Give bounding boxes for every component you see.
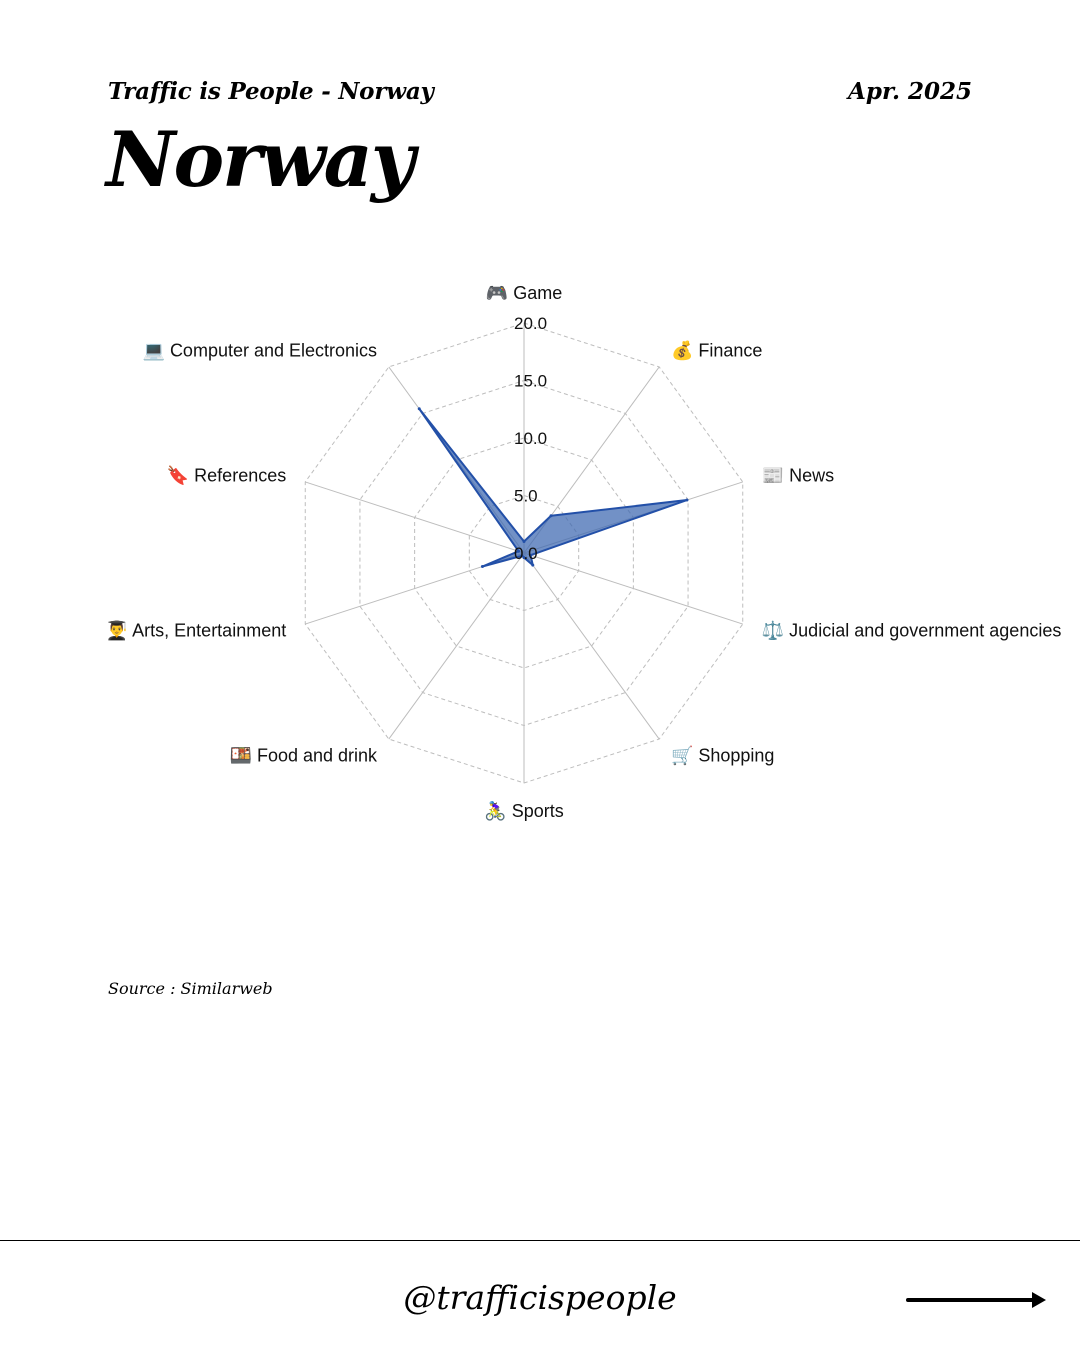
category-label-text: Game (513, 283, 563, 303)
radar-series (418, 407, 689, 568)
category-emoji: 🚴‍♀️ (484, 801, 512, 821)
grid-spoke (524, 553, 659, 739)
data-point (418, 407, 421, 410)
category-emoji: 📰 (761, 465, 790, 486)
category-label-text: Shopping (698, 745, 775, 766)
data-point (550, 514, 553, 517)
category-label-text: Finance (698, 340, 763, 361)
page-title: Norway (106, 115, 414, 204)
category-label-text: Arts, Entertainment (132, 620, 287, 641)
footer-divider (0, 1240, 1080, 1241)
data-point (523, 540, 526, 543)
source-note: Source : Similarweb (108, 979, 273, 998)
header-series-title: Traffic is People - Norway (108, 78, 434, 105)
category-label-text: Food and drink (256, 745, 378, 766)
category-emoji: 🎮 (485, 283, 514, 303)
tick-label: 5.0 (514, 486, 538, 506)
grid-spoke (389, 553, 524, 739)
category-emoji: 💰 (670, 340, 699, 361)
tick-label: 15.0 (514, 371, 548, 391)
category-label (762, 466, 834, 486)
category-label (762, 619, 1062, 640)
category-label (230, 745, 378, 765)
series-area (419, 409, 687, 567)
category-label (671, 340, 762, 362)
category-label (486, 283, 562, 303)
radar-category-labels (106, 283, 1062, 821)
category-label (671, 744, 775, 765)
tick-label: 0.0 (514, 544, 538, 563)
right-arrow-icon[interactable] (906, 1288, 1048, 1312)
category-emoji: 🛒 (670, 745, 699, 766)
category-label (106, 619, 287, 640)
category-label-text: Sports (511, 801, 564, 821)
category-label-text: News (789, 465, 835, 486)
category-label (143, 341, 378, 361)
data-point (531, 564, 534, 567)
category-label-text: Computer and Electronics (169, 340, 378, 361)
category-emoji: 🔖 (166, 465, 195, 486)
category-emoji: 👨‍🎓 (105, 620, 133, 641)
category-label-text: References (194, 465, 287, 486)
category-emoji: 💻 (142, 340, 170, 361)
tick-label: 20.0 (514, 314, 548, 333)
tick-label: 10.0 (514, 429, 548, 448)
category-emoji: 🍱 (229, 745, 257, 766)
grid-spoke (524, 553, 743, 624)
header-date: Apr. 2025 (848, 78, 972, 105)
data-point (685, 499, 688, 502)
grid-spoke (305, 482, 524, 553)
category-label-text: Judicial and government agencies (789, 620, 1062, 641)
data-point (481, 565, 484, 568)
social-handle: @trafficispeople (403, 1278, 677, 1317)
category-label (167, 465, 286, 486)
category-label (484, 800, 563, 821)
category-emoji: ⚖️ (761, 620, 790, 641)
